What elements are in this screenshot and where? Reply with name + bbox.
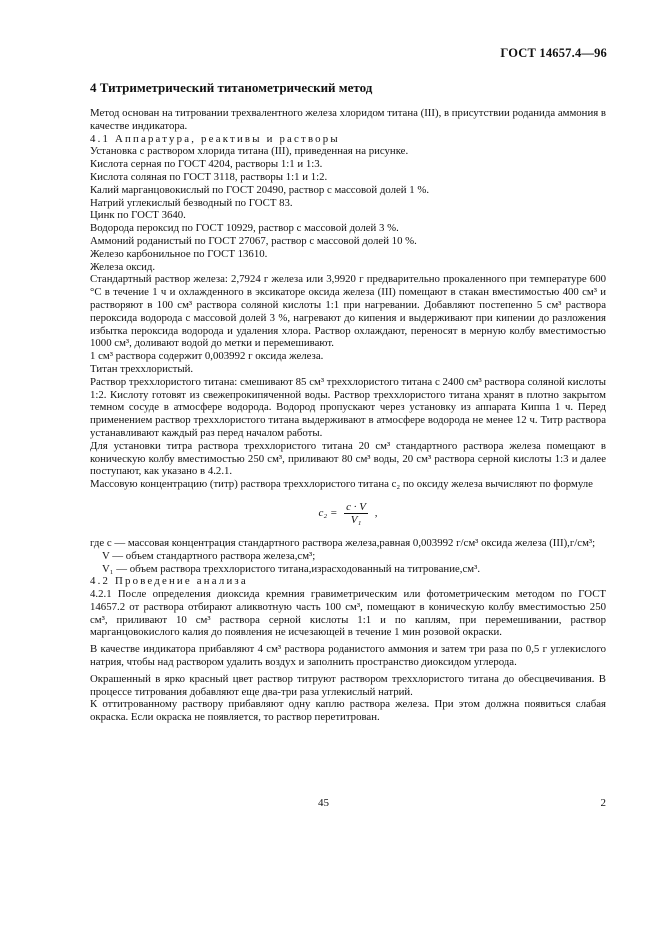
subsection-4-2-heading (90, 575, 606, 588)
where-v-definition: V — объем стандартного раствора железа,см³; (102, 549, 316, 562)
mass-concentration-intro: Массовую концентрацию (титр) раствора треххлористого титана c₂ по оксиду железа вычисляют по формуле (90, 478, 593, 491)
reagent-item: Натрий углекислый безводный по ГОСТ 83. (90, 196, 293, 209)
final-paragraph: К оттитрованному раствору прибавляют одну каплю раствора железа. При этом должна появиться слабая окраска. Если окраска не появляется, то раствор перетитрован. (90, 698, 606, 724)
subsection-4-1-heading-text: 4.1 Аппаратура, реактивы и растворы (90, 132, 340, 145)
subsection-4-2-heading-text: 4.2 Проведение анализа (90, 575, 248, 588)
formula-denominator: V₁ (350, 513, 362, 526)
sheet-number: 2 (600, 797, 606, 809)
section-title: 4 Титриметрический титанометрический метод (90, 80, 373, 95)
reagent-item: Кислота серная по ГОСТ 4204, растворы 1:1 и 1:3. (90, 158, 323, 171)
reagent-item: Железо карбонильное по ГОСТ 13610. (90, 247, 268, 260)
standard-contains-paragraph: 1 см³ раствора содержит 0,003992 г оксида железа. (90, 350, 324, 363)
reagent-item: Цинк по ГОСТ 3640. (90, 209, 186, 222)
reagent-item: Установка с раствором хлорида титана (III), приведенная на рисунке. (90, 145, 409, 158)
formula-tail: , (374, 506, 378, 519)
formula-numerator: c · V (346, 500, 366, 513)
page-number: 45 (318, 797, 329, 809)
subsection-4-1-heading (90, 133, 606, 146)
titan-solution-paragraph: Раствор треххлористого титана: смешивают 85 см³ треххлористого титана с 2400 см³ раствора соляной кислоты 1:2. Кислоту готовят из свежепрокипяченной воды. Раствор треххлористого титана хранят в плотно закрытом темном сосуде в атмосфере водорода. Водород пропускают через установку из аппарата Киппа 1 ч. Перед применением раствор треххлористого титана выдерживают в атмосфере водорода не менее 12 ч. Титр раствора устанавливают каждый раз перед началом работы. (90, 375, 606, 439)
reagent-item: Аммоний роданистый по ГОСТ 27067, раствор с массовой долей 10 %. (90, 234, 417, 247)
indicator-paragraph: В качестве индикатора прибавляют 4 см³ раствора роданистого аммония и затем три раза по 0,5 г углекислого натрия, чтобы над раствором удалить воздух и заполнить пространство диоксидом углерода. (90, 643, 606, 669)
where-c-definition: где c — массовая концентрация стандартного раствора железа,равная 0,003992 г/см³ оксида железа (III),г/см³; (90, 536, 596, 549)
page-content (90, 80, 606, 724)
standard-solution-paragraph: Стандартный раствор железа: 2,7924 г железа или 3,9920 г предварительно прокаленного при температуре 600 °С в течение 1 ч и охлажденного в эксикаторе оксида железа (III) помещают в стакан вместимостью 400 см³ и растворяют в 100 см³ раствора соляной кислоты 1:1 при нагревании. Добавляют постепенно 5 см³ раствора пероксида водорода с массовой долей 3 %, нагревают до кипения и выдерживают при кипении до разложения избытка пероксида водорода и удаления хлора. Раствор охлаждают, переносят в мерную колбу вместимостью 1000 см³, доливают водой до метки и перемешивают. (90, 273, 606, 350)
paragraph-4-2-1: 4.2.1 После определения диоксида кремния гравиметрическим или фотометрическим методом по ГОСТ 14657.2 от раствора отбирают аликвотную часть 100 см³, помещают в коническую колбу вместимостью 250 см³, приливают 10 см³ раствора серной кислоты 1:1 и по каплям, при перемешивании, раствор марганцовокислого калия до появления не исчезающей в течение 1 мин розовой окраски. (90, 588, 606, 639)
reagent-item: Железа оксид. (90, 260, 156, 273)
reagent-item: Калий марганцовокислый по ГОСТ 20490, раствор с массовой долей 1 %. (90, 183, 430, 196)
formula-fraction (344, 501, 368, 526)
reagent-item: Кислота соляная по ГОСТ 3118, растворы 1:1 и 1:2. (90, 170, 328, 183)
where-v1-definition: V₁ — объем раствора треххлористого титана,израсходованный на титрование,см³. (102, 562, 481, 575)
reagent-item: Водорода пероксид по ГОСТ 10929, раствор с массовой долей 3 %. (90, 222, 399, 235)
titer-formula (90, 501, 606, 529)
formula-lhs: c₂ = (318, 507, 338, 519)
titer-setup-paragraph: Для установки титра раствора треххлористого титана 20 см³ стандартного раствора железа помещают в коническую колбу вместимостью 250 см³, приливают 80 см³ воды, 20 см³ раствора серной кислоты 1:3 и далее поступают, как указано в 4.2.1. (90, 439, 606, 478)
titan-chloride-item: Титан треххлористый. (90, 362, 194, 375)
document-code: ГОСТ 14657.4—96 (500, 46, 607, 60)
method-intro: Метод основан на титровании трехвалентного железа хлоридом титана (III), в присутствии роданида аммония в качестве индикатора. (90, 107, 606, 132)
titration-paragraph: Окрашенный в ярко красный цвет раствор титруют раствором треххлористого титана до обесцвечивания. В процессе титрования добавляют еще два-три раза углекислый натрий. (90, 672, 606, 698)
